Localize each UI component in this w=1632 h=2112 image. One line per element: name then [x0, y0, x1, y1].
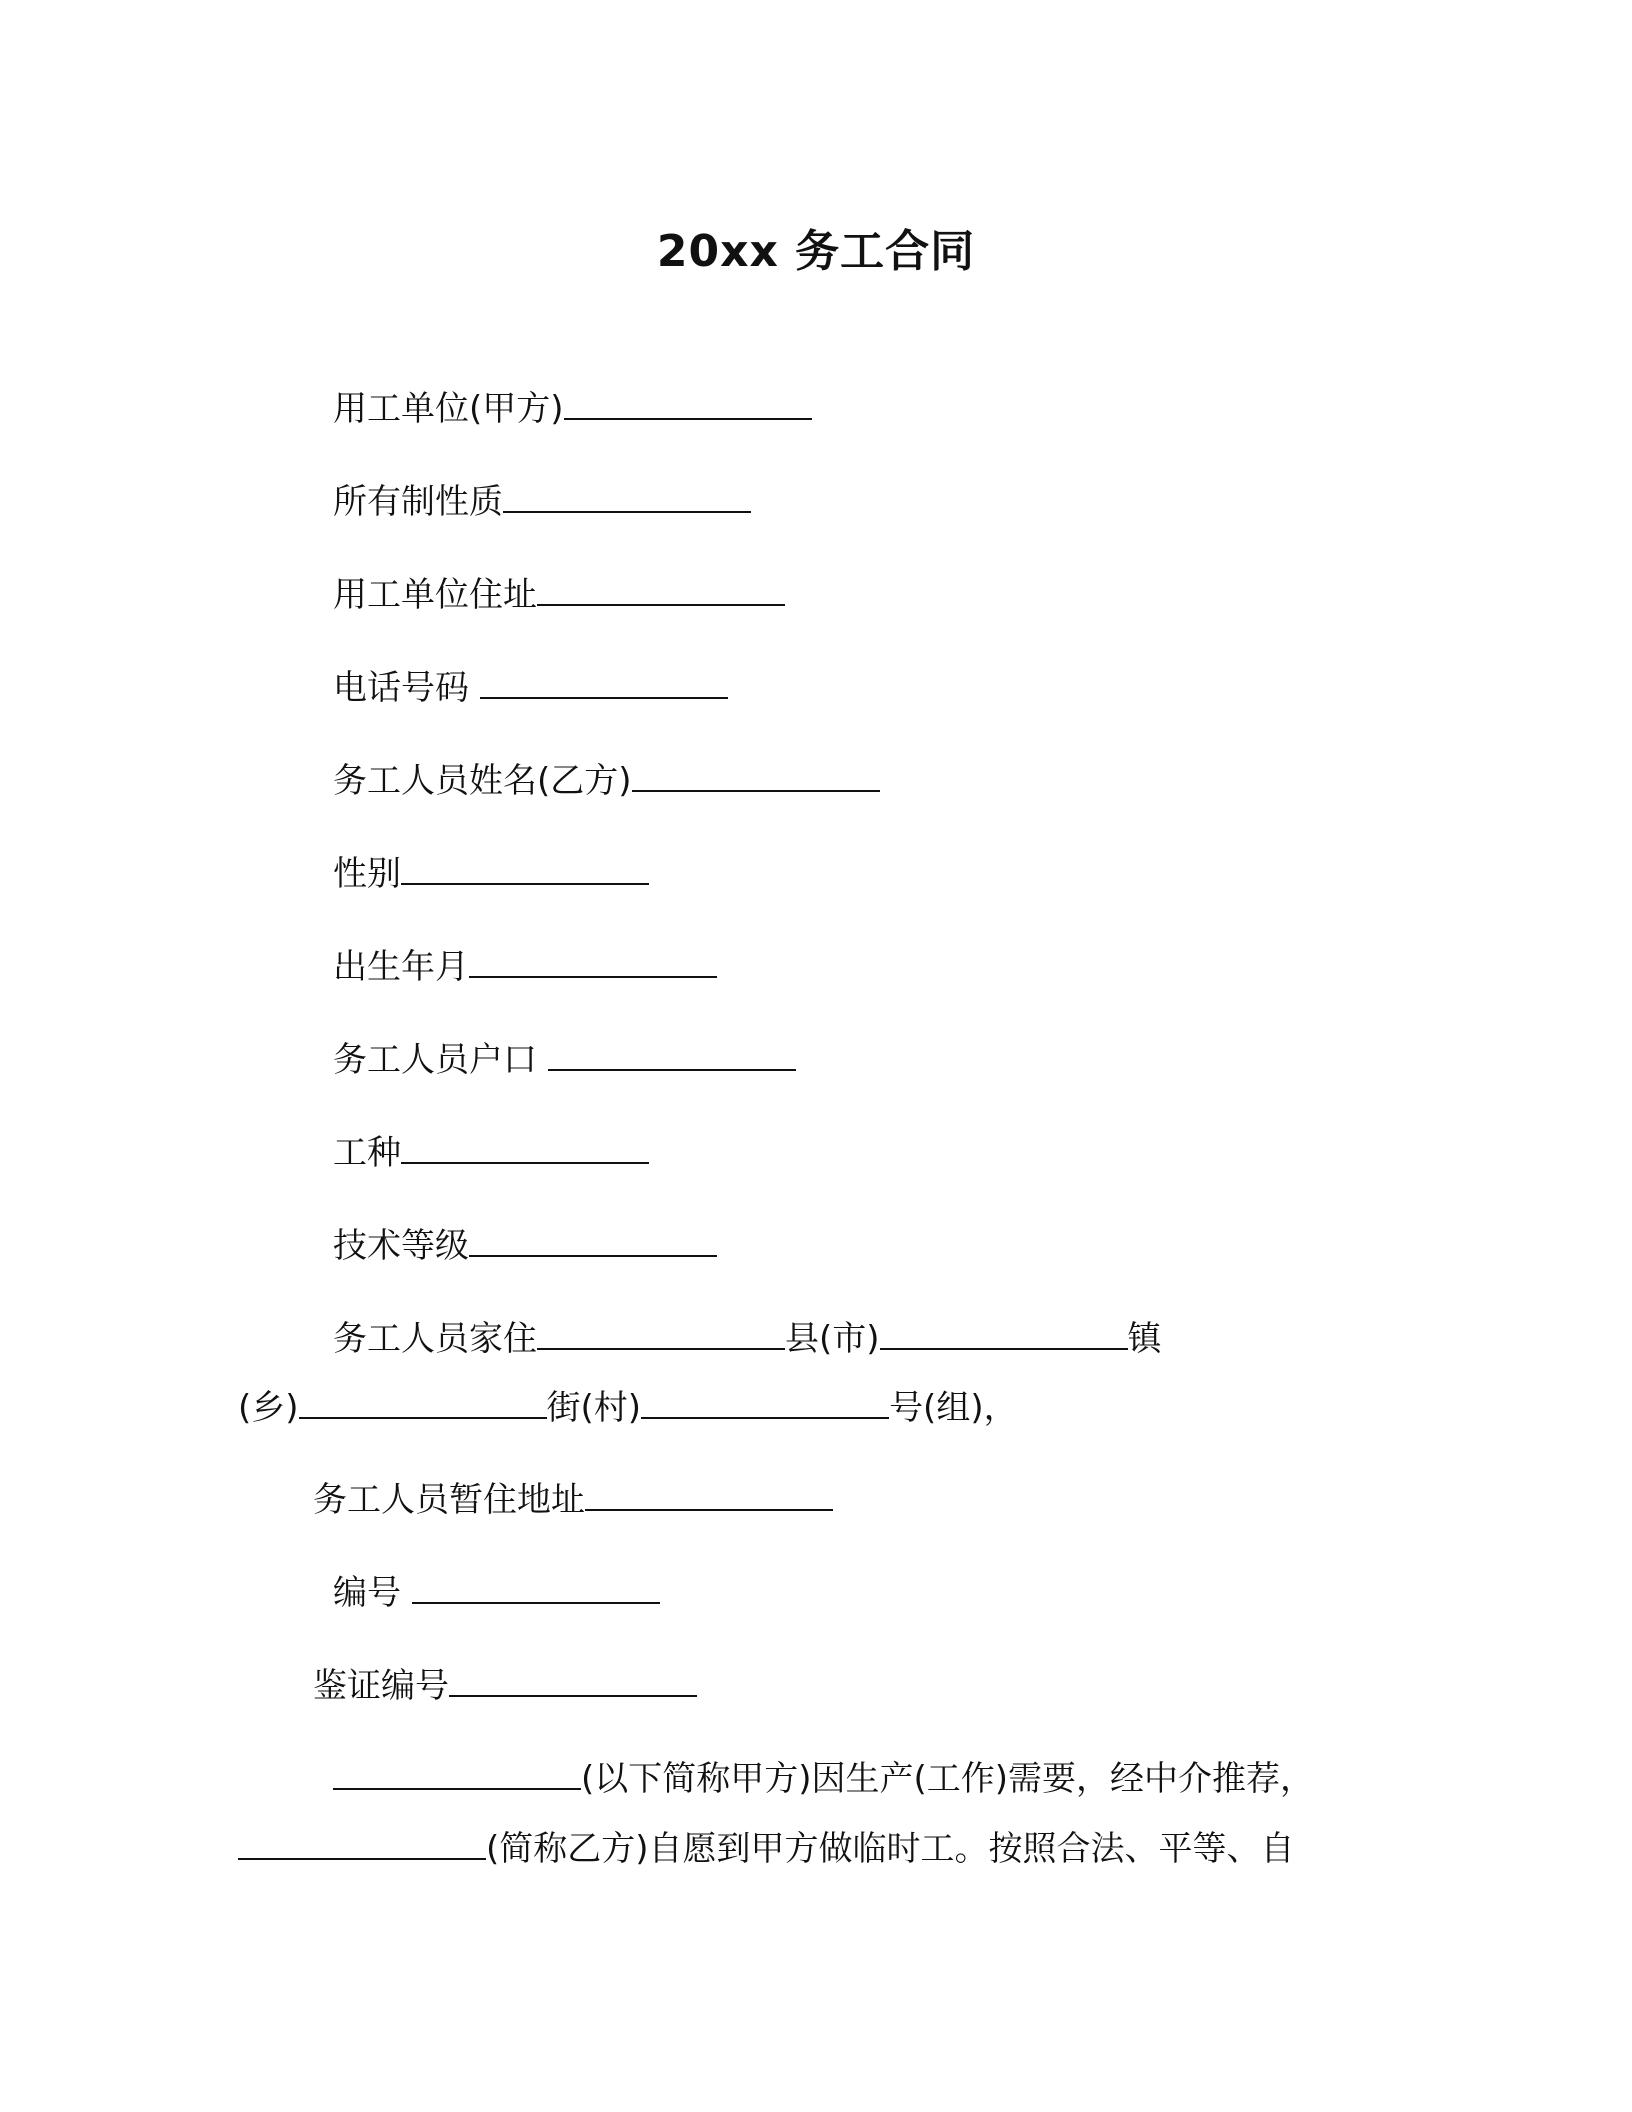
- field-cert-serial: [313, 1663, 697, 1709]
- field-label: 技术等级: [333, 1226, 469, 1266]
- field-label: 号(组)，: [889, 1388, 1018, 1428]
- blank-line: [412, 1572, 660, 1604]
- field-phone: [333, 665, 728, 711]
- field-employer: [333, 386, 812, 432]
- field-label: 出生年月: [333, 947, 469, 987]
- field-job-type: [333, 1130, 649, 1176]
- field-label: 县(市): [785, 1319, 880, 1359]
- paragraph-text: (以下简称甲方)因生产(工作)需要，经中介推荐，: [581, 1759, 1315, 1799]
- page-title: 20xx 务工合同: [656, 226, 976, 277]
- blank-line: [548, 1039, 796, 1071]
- field-home-address-line1: [333, 1316, 1162, 1362]
- field-label: 务工人员暂住地址: [313, 1480, 585, 1520]
- field-hukou: [333, 1037, 796, 1083]
- blank-line: [333, 1758, 581, 1790]
- field-label: 务工人员户口: [333, 1040, 537, 1080]
- paragraph-line1: [333, 1756, 1314, 1802]
- field-worker-name: [333, 758, 880, 804]
- field-tech-level: [333, 1223, 717, 1269]
- field-label: 工种: [333, 1133, 401, 1173]
- blank-line: [585, 1479, 833, 1511]
- blank-line: [880, 1318, 1128, 1350]
- blank-line: [564, 388, 812, 420]
- field-label: 编号: [333, 1573, 401, 1613]
- blank-line: [480, 667, 728, 699]
- field-birth: [333, 944, 717, 990]
- field-home-address-line2: [238, 1385, 1018, 1431]
- field-label: 镇: [1127, 1319, 1162, 1359]
- blank-line: [401, 1132, 649, 1164]
- field-serial: [333, 1570, 660, 1616]
- field-label: 用工单位住址: [333, 575, 537, 615]
- blank-line: [401, 853, 649, 885]
- field-employer-address: [333, 572, 785, 618]
- field-label: 电话号码: [333, 668, 469, 708]
- field-label: 务工人员姓名(乙方): [333, 761, 632, 801]
- field-label: 性别: [333, 854, 401, 894]
- field-ownership: [333, 479, 751, 525]
- blank-line: [632, 760, 880, 792]
- field-label: 街(村): [546, 1388, 642, 1428]
- field-temp-address: [313, 1477, 833, 1523]
- field-label: (乡): [238, 1388, 299, 1428]
- blank-line: [449, 1665, 697, 1697]
- blank-line: [641, 1387, 889, 1419]
- field-gender: [333, 851, 649, 897]
- blank-line: [503, 481, 751, 513]
- blank-line: [537, 574, 785, 606]
- blank-line: [299, 1387, 547, 1419]
- field-label: 务工人员家住: [333, 1319, 537, 1359]
- field-label: 鉴证编号: [313, 1666, 449, 1706]
- paragraph-text: (简称乙方)自愿到甲方做临时工。按照合法、平等、自: [486, 1829, 1295, 1869]
- paragraph-line2: [238, 1826, 1295, 1872]
- blank-line: [537, 1318, 785, 1350]
- blank-line: [238, 1828, 486, 1860]
- blank-line: [469, 946, 717, 978]
- field-label: 所有制性质: [333, 482, 503, 522]
- field-label: 用工单位(甲方): [333, 389, 564, 429]
- blank-line: [469, 1225, 717, 1257]
